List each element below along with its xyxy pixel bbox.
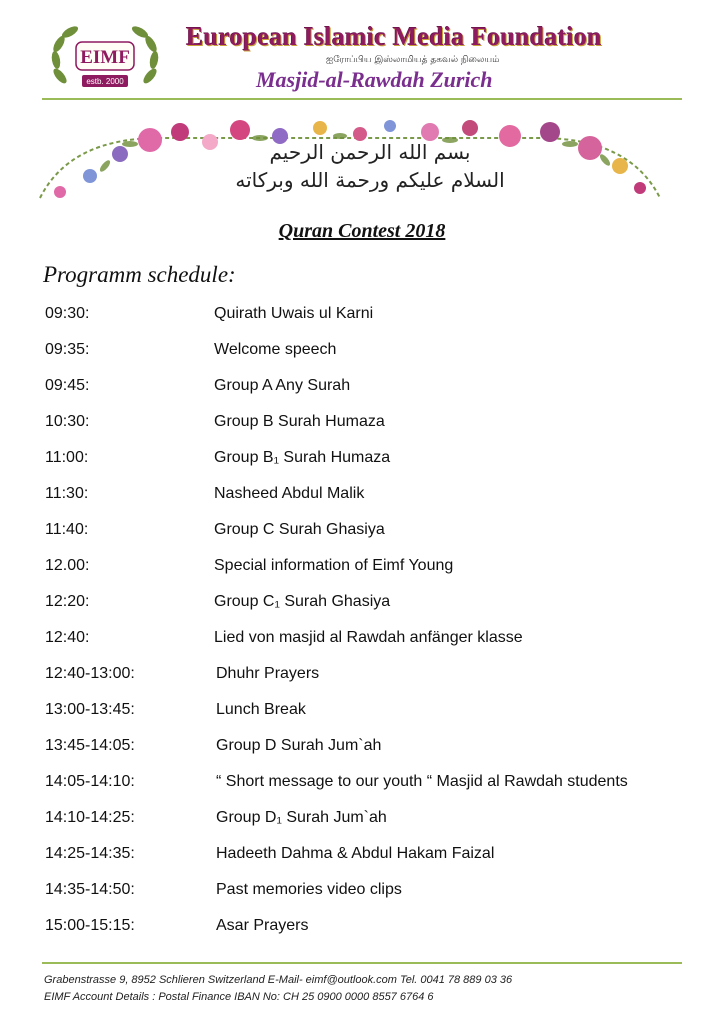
schedule-time: 14:25-14:35: (45, 845, 135, 862)
footer-contact: Grabenstrasse 9, 8952 Schlieren Switzerland E-Mail- eimf@outlook.com Tel. 0041 78 889 03 36 (44, 974, 513, 986)
schedule-event: Group C Surah Ghasiya (214, 521, 385, 538)
org-name: European Islamic Media Foundation (186, 22, 602, 51)
footer-divider (42, 962, 682, 964)
schedule-time: 14:05-14:10: (45, 773, 135, 790)
schedule-time: 13:45-14:05: (45, 737, 135, 754)
schedule-row (0, 449, 724, 485)
schedule-event: Group B₁ Surah Humaza (214, 449, 391, 466)
schedule-event: Dhuhr Prayers (216, 665, 320, 682)
laurel-wreath-icon (46, 20, 164, 96)
schedule-event: Asar Prayers (216, 917, 309, 934)
schedule-event: Welcome speech (214, 341, 337, 358)
schedule-event: Lied von masjid al Rawdah anfänger klasse (214, 629, 523, 646)
schedule-event: Special information of Eimf Young (214, 557, 454, 574)
masjid-name: Masjid-al-Rawdah Zurich (256, 67, 493, 92)
document-title: Quran Contest 2018 (278, 220, 446, 242)
schedule-row (0, 701, 724, 737)
bismillah-line: بسم الله الرحمن الرحيم (269, 140, 471, 164)
schedule-row (0, 629, 724, 665)
schedule-row (0, 377, 724, 413)
salam-line: السلام عليكم ورحمة الله وبركاته (235, 168, 505, 192)
logo-est: estb. 2000 (86, 77, 124, 86)
schedule-row (0, 521, 724, 557)
schedule-row (0, 737, 724, 773)
schedule-time: 15:00-15:15: (45, 917, 135, 934)
schedule-row (0, 845, 724, 881)
header-divider (42, 98, 682, 100)
schedule-time: 10:30: (45, 413, 90, 430)
schedule-time: 13:00-13:45: (45, 701, 135, 718)
schedule-event: Group B Surah Humaza (214, 413, 385, 430)
schedule-time: 11:40: (45, 521, 89, 538)
schedule-row (0, 773, 724, 809)
schedule-time: 14:10-14:25: (45, 809, 135, 826)
schedule-event: “ Short message to our youth “ Masjid al Rawdah students (216, 773, 628, 790)
schedule-time: 12.00: (45, 557, 90, 574)
schedule-row (0, 809, 724, 845)
schedule-event: Group D Surah Jum`ah (216, 737, 382, 754)
schedule-event: Group D₁ Surah Jum`ah (216, 809, 387, 826)
document-subtitle: Programm schedule: (43, 262, 236, 287)
schedule-row (0, 305, 724, 341)
schedule-event: Group A Any Surah (214, 377, 351, 394)
schedule-time: 12:40: (45, 629, 90, 646)
schedule-event: Nasheed Abdul Malik (214, 485, 365, 502)
schedule-row (0, 341, 724, 377)
schedule-row (0, 593, 724, 629)
schedule-event: Group C₁ Surah Ghasiya (214, 593, 391, 610)
schedule-row (0, 557, 724, 593)
schedule-row (0, 413, 724, 449)
schedule-time: 12:20: (45, 593, 90, 610)
schedule-event: Quirath Uwais ul Karni (214, 305, 374, 322)
schedule-time: 09:35: (45, 341, 90, 358)
schedule-time: 11:00: (45, 449, 89, 466)
schedule-time: 14:35-14:50: (45, 881, 135, 898)
org-subtitle: ஐரோப்பிய இஸ்லாமியத் தகவல் நிலையம் (326, 55, 500, 65)
eimf-logo (46, 20, 164, 96)
schedule-event: Hadeeth Dahma & Abdul Hakam Faizal (216, 845, 495, 862)
footer-account: EIMF Account Details : Postal Finance IBAN No: CH 25 0900 0000 8557 6764 6 (44, 991, 434, 1003)
schedule-row (0, 485, 724, 521)
schedule-time: 09:30: (45, 305, 90, 322)
schedule-event: Past memories video clips (216, 881, 402, 898)
schedule-row (0, 881, 724, 917)
schedule-row (0, 665, 724, 701)
schedule-time: 11:30: (45, 485, 89, 502)
schedule-event: Lunch Break (216, 701, 306, 718)
schedule-row (0, 917, 724, 953)
schedule-time: 09:45: (45, 377, 90, 394)
schedule-time: 12:40-13:00: (45, 665, 135, 682)
logo-text: EIMF (80, 47, 130, 68)
bismillah-text (180, 138, 560, 194)
